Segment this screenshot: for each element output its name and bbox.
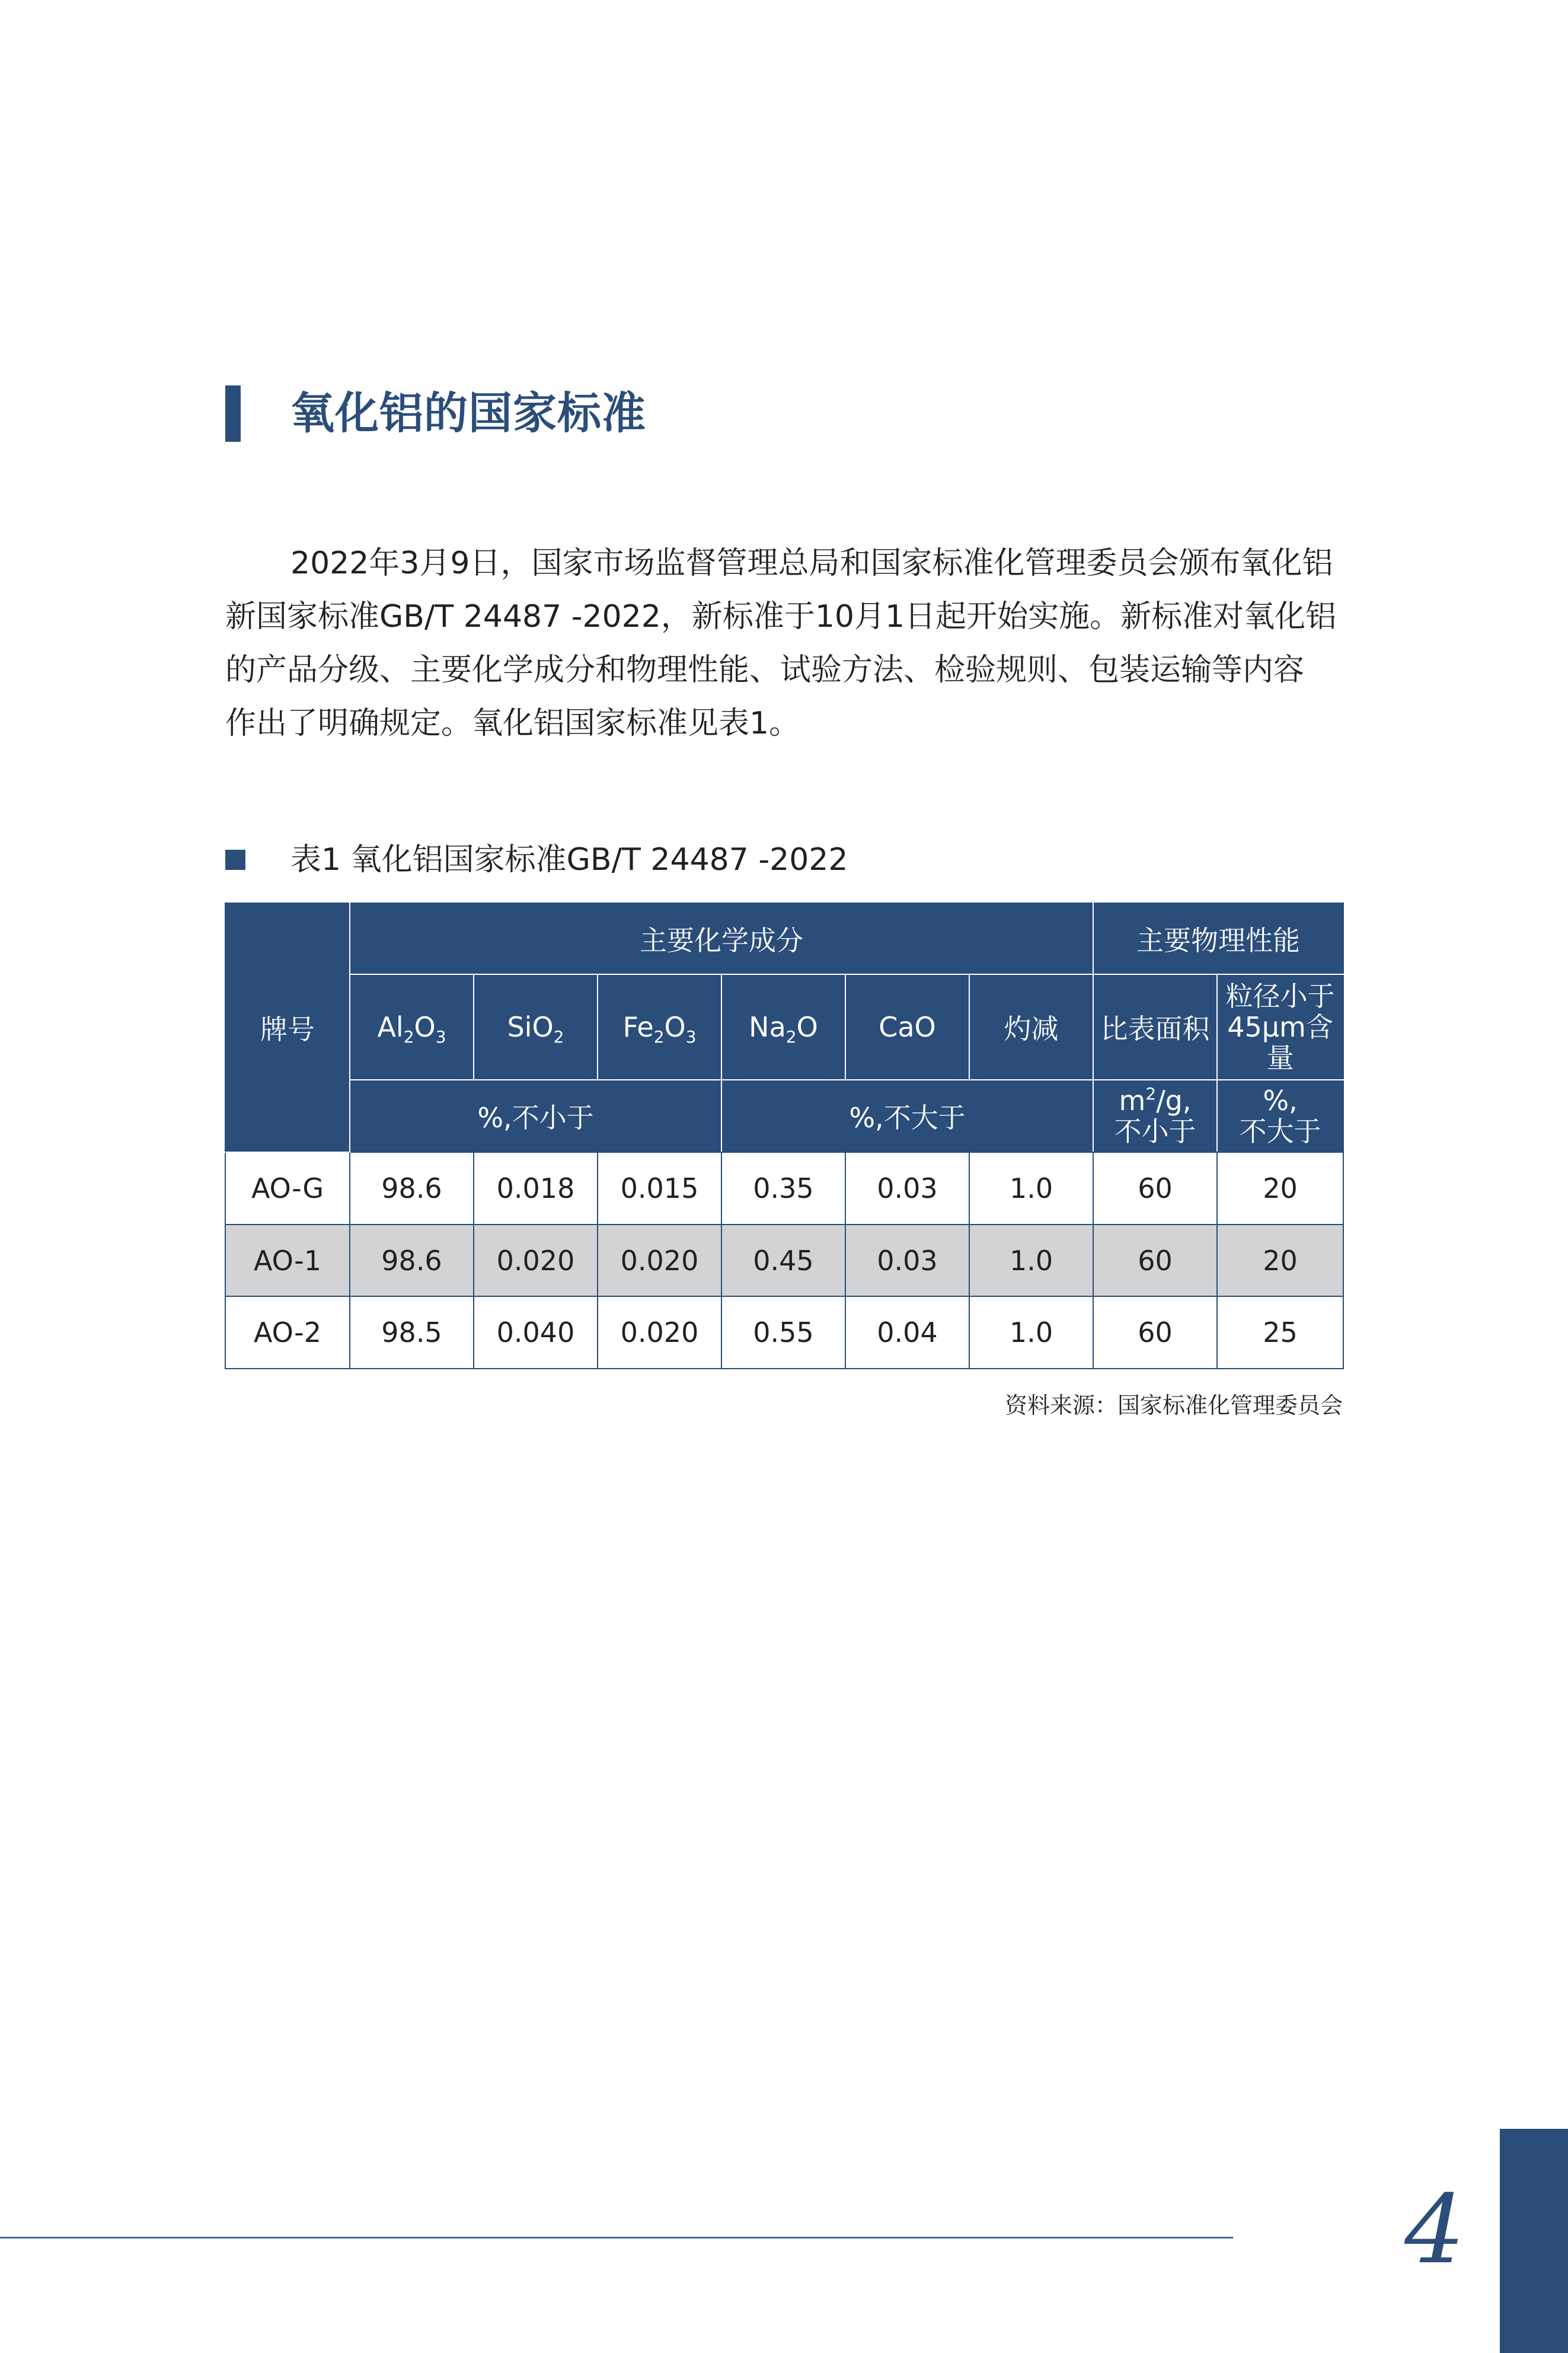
unit-surface-area: $m^2/g$, 不小于 bbox=[1093, 1080, 1217, 1152]
table-cell: 0.03 bbox=[845, 1152, 969, 1225]
paragraph-line: 的产品分级、主要化学成分和物理性能、试验方法、检验规则、包装运输等内容 bbox=[225, 652, 1305, 688]
side-tab bbox=[1500, 2129, 1568, 2353]
caption-square-icon bbox=[225, 850, 245, 870]
cao-header: CaO bbox=[845, 974, 969, 1080]
table-cell: 1.0 bbox=[969, 1225, 1093, 1296]
table-row bbox=[225, 1225, 1343, 1296]
table-cell: 98.6 bbox=[350, 1225, 474, 1296]
brand-cell: AO-G bbox=[225, 1152, 350, 1225]
source-note: 资料来源：国家标准化管理委员会 bbox=[1004, 1392, 1343, 1418]
unit-min-pct: %,不小于 bbox=[350, 1080, 721, 1152]
table-cell: 0.018 bbox=[474, 1152, 598, 1225]
phys-group-header: 主要物理性能 bbox=[1093, 903, 1343, 974]
paragraph-line: 新国家标准GB/T 24487 -2022，新标准于10月1日起开始实施。新标准对氧化铝 bbox=[225, 599, 1337, 635]
table-cell: 0.45 bbox=[721, 1225, 845, 1296]
paragraph-line: 2022年3月9日，国家市场监督管理总局和国家标准化管理委员会颁布氧化铝 bbox=[290, 546, 1333, 581]
al2o3-header: $Al_2O_3$ bbox=[350, 974, 474, 1080]
fe2o3-header: $Fe_2O_3$ bbox=[598, 974, 721, 1080]
brand-cell: AO-1 bbox=[225, 1225, 350, 1296]
table-cell: 0.35 bbox=[721, 1152, 845, 1225]
chem-group-header: 主要化学成分 bbox=[350, 903, 1093, 974]
na2o-header: $Na_2O$ bbox=[721, 974, 845, 1080]
table-cell: 20 bbox=[1217, 1225, 1343, 1296]
table-cell: 1.0 bbox=[969, 1296, 1093, 1369]
table-cell: 1.0 bbox=[969, 1152, 1093, 1225]
heading-bar bbox=[225, 385, 241, 442]
sio2-header: SiO$_2$ bbox=[474, 974, 598, 1080]
table-cell: 25 bbox=[1217, 1296, 1343, 1369]
table-cell: 0.040 bbox=[474, 1296, 598, 1369]
table-cell: 60 bbox=[1093, 1225, 1217, 1296]
table-cell: 0.04 bbox=[845, 1296, 969, 1369]
unit-max-pct: %,不大于 bbox=[721, 1080, 1093, 1152]
alumina-standard-table bbox=[225, 903, 1344, 1369]
table-cell: 0.55 bbox=[721, 1296, 845, 1369]
unit-particle-size: %, 不大于 bbox=[1217, 1080, 1343, 1152]
table-row bbox=[225, 1152, 1343, 1225]
table-cell: 0.020 bbox=[598, 1296, 721, 1369]
page-number: 4 bbox=[1404, 2174, 1465, 2285]
table-cell: 0.020 bbox=[474, 1225, 598, 1296]
surface-area-header: 比表面积 bbox=[1093, 974, 1217, 1080]
table-row bbox=[225, 1296, 1343, 1369]
footer-rule bbox=[0, 2237, 1233, 2239]
table-cell: 0.03 bbox=[845, 1225, 969, 1296]
table-cell: 98.5 bbox=[350, 1296, 474, 1369]
particle-size-header: 粒径小于 45μm含 量 bbox=[1217, 974, 1343, 1080]
section-heading: 氧化铝的国家标准 bbox=[290, 388, 646, 439]
table-cell: 0.015 bbox=[598, 1152, 721, 1225]
table-cell: 60 bbox=[1093, 1152, 1217, 1225]
table-cell: 98.6 bbox=[350, 1152, 474, 1225]
brand-cell: AO-2 bbox=[225, 1296, 350, 1369]
table-cell: 60 bbox=[1093, 1296, 1217, 1369]
body-paragraph bbox=[225, 537, 1343, 750]
table-cell: 20 bbox=[1217, 1152, 1343, 1225]
table-cell: 0.020 bbox=[598, 1225, 721, 1296]
loi-header: 灼减 bbox=[969, 974, 1093, 1080]
brand-header: 牌号 bbox=[225, 903, 350, 1152]
paragraph-line: 作出了明确规定。氧化铝国家标准见表1。 bbox=[225, 706, 800, 741]
table-caption: 表1 氧化铝国家标准GB/T 24487 -2022 bbox=[290, 842, 848, 878]
